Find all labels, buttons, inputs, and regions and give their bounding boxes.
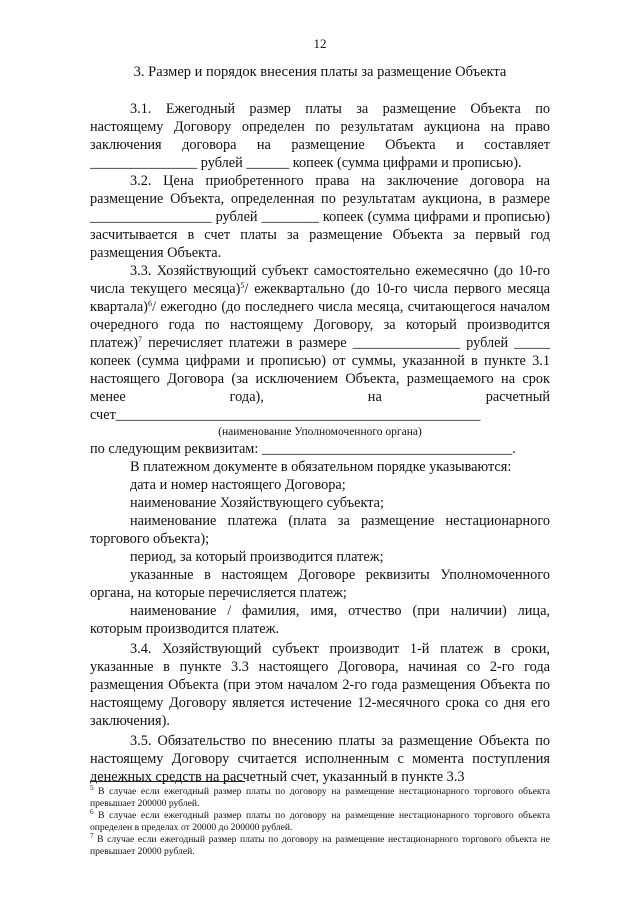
requisites-line: по следующим реквизитам: ___________________________________. (90, 441, 516, 457)
footnote-ref-5: 5 (240, 281, 245, 290)
section-heading: 3. Размер и порядок внесения платы за размещение Объекта (133, 64, 507, 80)
paragraph-3-3-part-c: / ежегодно (до последнего числа месяца, считающегося началом очередного года по настоящему Договору, за который производится платеж) (90, 299, 550, 351)
footnote-ref-6: 6 (147, 299, 152, 308)
payment-item-period: период, за который производится платеж; (130, 549, 384, 565)
footnote-text: В случае если ежегодный размер платы по договору на размещение нестационарного торгового объекта не превышает 20000 рублей. (90, 834, 550, 857)
payment-item-requisites: указанные в настоящем Договоре реквизиты Уполномоченного органа, на которые перечисляется платеж; (90, 567, 550, 601)
document-body (90, 100, 550, 786)
payment-item-date: дата и номер настоящего Договора; (130, 477, 346, 493)
paragraph-3-3-part-d: перечисляет платежи в размере _______________ рублей _____ копеек (сумма цифрами и прописью) от суммы, указанной в пункте 3.1 настоящего Договора (за исключением Объекта, размещаемого на срок менее года), на расчетный счет___________________________________________________ (90, 335, 550, 423)
footnote-ref-7: 7 (138, 335, 142, 344)
page-number: 12 (313, 36, 327, 51)
footnote-text: В случае если ежегодный размер платы по договору на размещение нестационарного торгового объекта определен в пределах от 20000 до 200000 рублей. (90, 810, 550, 833)
paragraph-3-5: 3.5. Обязательство по внесению платы за размещение Объекта по настоящему Договору считается исполненным с момента поступления денежных средств на расчетный счет, указанный в пункте 3.3 (90, 733, 550, 785)
account-caption: (наименование Уполномоченного органа) (218, 426, 422, 438)
footnote-mark: 7 (90, 832, 94, 840)
footnote-6 (90, 810, 550, 833)
paragraph-3-3-part-b: / ежеквартально (до 10-го числа первого месяца квартала) (90, 281, 550, 315)
footnote-mark: 6 (90, 808, 94, 816)
paragraph-3-4: 3.4. Хозяйствующий субъект производит 1-й платеж в сроки, указанные в пункте 3.3 настоящего Договора, начиная со 2-го года размещения Объекта (при этом началом 2-го года размещения Объекта по настоящему Договору является истечение 12-месячного срока со дня его заключения). (90, 641, 550, 729)
footnote-5 (90, 786, 550, 809)
payment-doc-intro: В платежном документе в обязательном порядке указываются: (130, 459, 512, 475)
footnote-text: В случае если ежегодный размер платы по договору на размещение нестационарного торгового объекта превышает 200000 рублей. (90, 786, 550, 809)
footnote-7 (90, 834, 550, 857)
paragraph-3-1: 3.1. Ежегодный размер платы за размещение Объекта по настоящему Договору определен по результатам аукциона на право заключения договора на размещение Объекта и составляет _______________ рублей ______ копеек (сумма цифрами и прописью). (90, 101, 550, 171)
payment-item-name: наименование Хозяйствующего субъекта; (130, 495, 384, 511)
paragraph-3-3 (90, 262, 550, 424)
paragraph-3-2: 3.2. Цена приобретенного права на заключение договора на размещение Объекта, определенная по результатам аукциона, в размере _________________ рублей ________ копеек (сумма цифрами и прописью) засчитывается в счет платы за размещение Объекта за первый год размещения Объекта. (90, 173, 550, 261)
footnote-separator (90, 781, 245, 782)
payment-item-purpose: наименование платежа (плата за размещение нестационарного торгового объекта); (90, 513, 550, 547)
paragraph-3-3-part-a: 3.3. Хозяйствующий субъект самостоятельно ежемесячно (до 10-го числа текущего месяца) (90, 263, 550, 297)
payment-item-payer: наименование / фамилия, имя, отчество (при наличии) лица, которым производится платеж. (90, 603, 550, 637)
footnote-mark: 5 (90, 784, 94, 792)
footnotes (90, 786, 550, 858)
